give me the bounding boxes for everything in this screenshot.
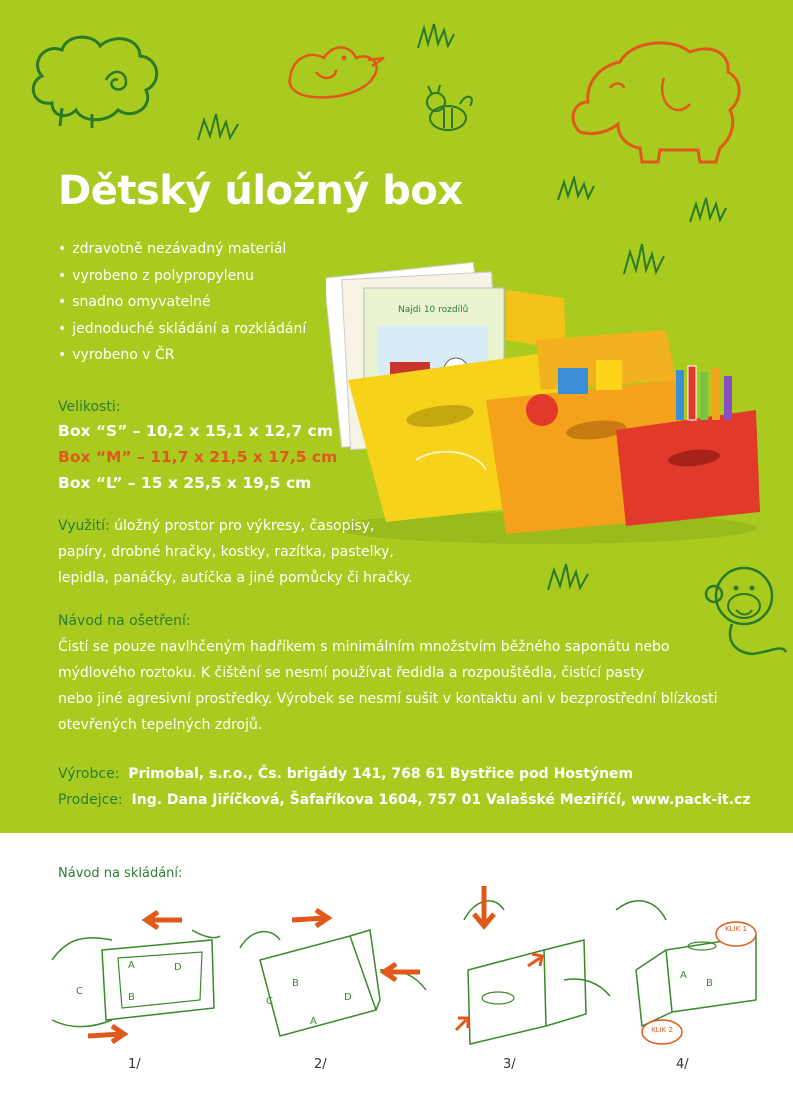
step-number: 2/ [314,1057,327,1072]
step-number: 1/ [128,1057,141,1072]
bullet-icon: • [58,267,67,284]
grass-doodle [196,112,242,142]
grass-doodle [688,196,728,224]
feature-list [58,236,306,369]
feature-item: • zdravotně nezávadný materiál [58,236,306,263]
care-text: mýdlového roztoku. K čištění se nesmí používat ředidla a rozpouštědla, čistící pasty [58,665,645,681]
care-text: nebo jiné agresivní prostředky. Výrobek se nesmí sušit v kontaktu ani v bezprostřední blízkosti [58,691,718,707]
svg-text:C: C [266,996,273,1007]
svg-text:C: C [76,986,83,997]
grass-doodle [556,176,596,202]
book-title: Najdi 10 rozdílů [398,305,469,315]
svg-text:D: D [344,992,352,1003]
click-1-label: KLIK 1 [725,925,747,933]
bee-doodle [420,82,480,142]
usage-text: lepidla, panáčky, autíčka a jiné pomůcky či hračky. [58,570,413,586]
bullet-icon: • [58,294,67,310]
svg-text:D: D [174,962,182,973]
bullet-icon: • [58,320,67,337]
step-number: 4/ [676,1057,689,1072]
grass-doodle [416,22,456,50]
assembly-title: Návod na skládání: [58,866,183,881]
feature-item: • snadno omyvatelné [58,289,306,316]
product-photo [326,250,766,550]
usage-text: papíry, drobné hračky, kostky, razítka, pastelky, [58,544,394,560]
svg-text:B: B [128,992,135,1003]
page-title: Dětský úložný box [58,168,463,214]
feature-item: • jednoduché skládání a rozkládání [58,316,306,343]
care-text: otevřených tepelných zdrojů. [58,717,263,733]
assembly-step-2-illustration [230,900,430,1050]
usage-label: Využití: [58,518,110,534]
manufacturer-value: Primobal, s.r.o., Čs. brigády 141, 768 61 Bystřice pod Hostýnem [128,766,634,782]
assembly-step-3-illustration [444,880,614,1050]
care-label: Návod na ošetření: [58,613,191,629]
bullet-icon: • [58,347,67,363]
svg-text:B: B [292,978,299,989]
usage-section [58,513,412,591]
care-section [58,608,718,738]
sizes-label: Velikosti: [58,399,121,415]
bullet-icon: • [58,241,67,257]
step-number: 3/ [503,1057,516,1072]
assembly-step-4-illustration [606,880,786,1050]
care-text: Čistí se pouze navlhčeným hadříkem s minimálním množstvím běžného saponátu nebo [58,639,670,655]
feature-item: • vyrobeno v ČR [58,342,306,369]
seller-value: Ing. Dana Jiříčková, Šafaříkova 1604, 757 01 Valašské Meziříčí, www.pack-it.cz [131,792,751,808]
click-2-label: KLIK 2 [651,1026,673,1034]
contact-section [58,761,750,813]
elephant-doodle [560,22,780,172]
seller-label: Prodejce: [58,792,123,808]
svg-text:A: A [128,960,135,971]
sheep-doodle [22,28,172,128]
bird-doodle [280,38,390,108]
feature-item: • vyrobeno z polypropylenu [58,263,306,290]
svg-text:A: A [310,1016,317,1027]
grass-doodle [546,562,592,592]
size-item-l: Box “L” – 15 x 25,5 x 19,5 cm [58,474,312,492]
usage-text: úložný prostor pro výkresy, časopisy, [109,518,375,534]
assembly-step-1-illustration [42,900,222,1050]
svg-text:A: A [680,970,687,981]
size-item-s: Box “S” – 10,2 x 15,1 x 12,7 cm [58,422,333,440]
manufacturer-label: Výrobce: [58,766,120,782]
svg-text:B: B [706,978,713,989]
size-item-m: Box “M” – 11,7 x 21,5 x 17,5 cm [58,448,338,466]
sizes-section [58,396,337,496]
